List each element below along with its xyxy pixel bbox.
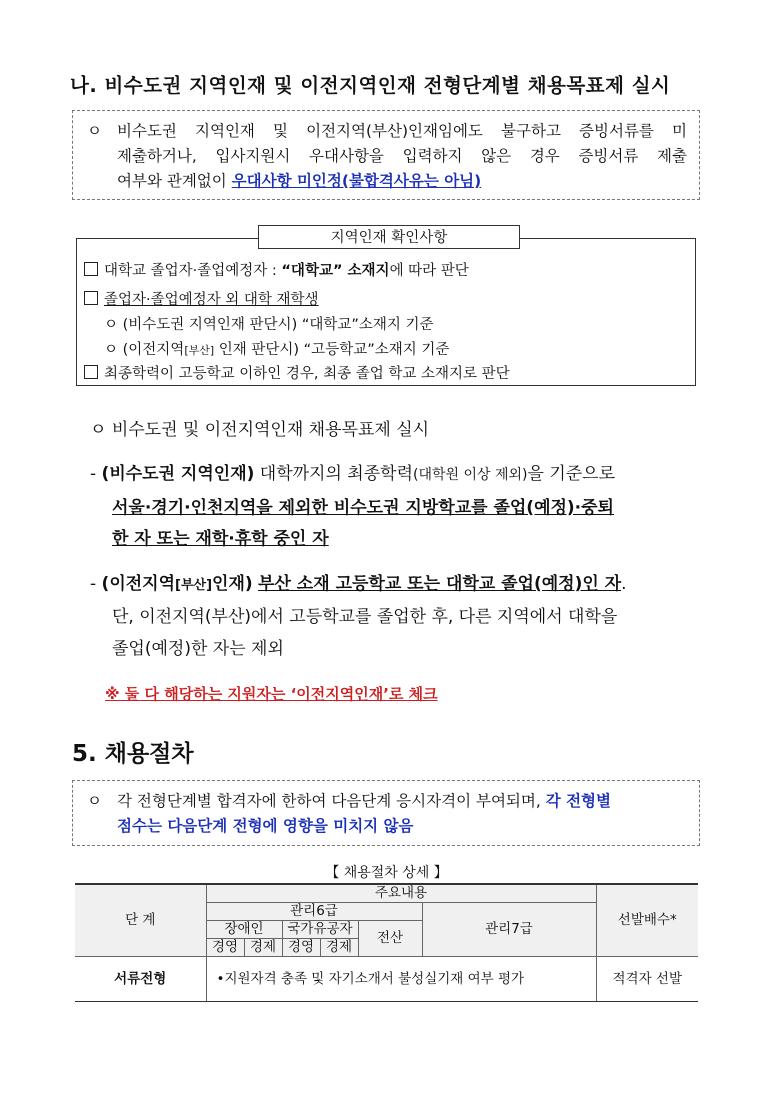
preference-not-recognized: 우대사항 미인정(불합격사유는 아님) — [231, 172, 482, 190]
header-veteran: 국가유공자 — [282, 921, 358, 939]
bullet: ㅇ — [87, 122, 102, 140]
check-sub-2 — [104, 338, 449, 359]
para1-line2 — [112, 492, 614, 524]
para1-line3 — [112, 523, 329, 555]
procedure-notice-line-2: 점수는 다음단계 전형에 영향을 미치지 않음 — [117, 817, 414, 835]
procedure-notice-text: 각 전형단계별 합격자에 한하여 다음단계 응시자격이 부여되며, — [117, 792, 546, 810]
para2-label-c: 인재) — [212, 574, 253, 594]
header-economics: 경제 — [244, 939, 282, 957]
header-it: 전산 — [358, 921, 422, 957]
para2-label-a: (이전지역 — [101, 574, 176, 594]
checkbox-square-icon — [84, 262, 98, 276]
header-main-content: 주요내용 — [206, 884, 596, 903]
row-document-content: •지원자격 충족 및 자기소개서 불성실기재 여부 평가 — [206, 957, 596, 1002]
check-item-1-tail: 에 따라 판단 — [389, 263, 469, 279]
para1-label: (비수도권 지역인재) — [101, 464, 255, 484]
para2-period: . — [621, 574, 627, 594]
header-stage: 단 계 — [75, 884, 206, 957]
header-economics: 경제 — [320, 939, 358, 957]
notice-line-3 — [117, 169, 687, 194]
bullet: ㅇ — [87, 792, 102, 810]
check-item-3 — [84, 362, 510, 383]
procedure-notice-line-1 — [117, 789, 687, 814]
row-document-ratio: 적격자 선발 — [596, 957, 698, 1002]
para1-text2: 을 기준으로 — [527, 464, 616, 484]
para2-line3: 졸업(예정)한 자는 제외 — [112, 639, 284, 659]
para2-text1: 부산 소재 고등학교 또는 대학교 졸업(예정)인 자 — [258, 574, 622, 594]
header-management: 경영 — [282, 939, 320, 957]
check-sub-2-b: [부산] — [184, 344, 215, 357]
table-caption: 【 채용절차 상세 】 — [325, 865, 448, 881]
para1-line3-text: 한 자 또는 재학·휴학 중인 자 — [112, 529, 329, 549]
para1-line1 — [90, 458, 615, 491]
para1-text1: 대학까지의 최종학력 — [254, 464, 413, 484]
header-grade7: 관리7급 — [422, 903, 596, 957]
header-grade6: 관리6급 — [206, 903, 422, 921]
notice-line-1: 비수도권 지역인재 및 이전지역(부산)인재임에도 불구하고 증빙서류를 미 — [117, 122, 687, 140]
para2-line2: 단, 이전지역(부산)에서 고등학교를 졸업한 후, 다른 지역에서 대학을 — [112, 607, 618, 627]
check-item-1-bold: “대학교” 소재지 — [281, 263, 390, 279]
header-management: 경영 — [206, 939, 244, 957]
check-sub-2-c: 인재 판단시) “고등학교”소재지 기준 — [214, 342, 450, 358]
para1-small: (대학원 이상 제외) — [413, 467, 528, 483]
section-heading-5: 5. 채용절차 — [72, 741, 194, 767]
dash: - — [90, 464, 97, 484]
check-item-1 — [84, 259, 469, 280]
note-both-applicable — [105, 683, 438, 704]
notice-box-procedure — [72, 780, 700, 846]
check-box-title: 지역인재 확인사항 — [258, 225, 520, 249]
para1-line2-text: 서울·경기·인천지역을 제외한 비수도권 지방학교를 졸업(예정)·중퇴 — [112, 498, 614, 518]
para2-line1 — [90, 568, 627, 602]
checkbox-square-icon — [84, 291, 98, 305]
para2-label — [102, 574, 253, 594]
dash: - — [90, 574, 97, 594]
notice-line-2: 제출하거나, 입사지원시 우대사항을 입력하지 않은 경우 증빙서류 제출 — [117, 147, 687, 165]
para2-label-b: [부산] — [175, 578, 213, 593]
section-heading-na: 나. 비수도권 지역인재 및 이전지역인재 전형단계별 채용목표제 실시 — [70, 74, 671, 97]
notice-line-3-text: 여부와 관계없이 — [117, 172, 232, 190]
notice-box-preference — [72, 110, 700, 200]
check-item-3-text: 최종학력이 고등학교 이하인 경우, 최종 졸업 학교 소재지로 판단 — [104, 366, 510, 382]
check-item-2-text: 졸업자·졸업예정자 외 대학 재학생 — [104, 292, 319, 308]
section-bullet-target-system: ㅇ 비수도권 및 이전지역인재 채용목표제 실시 — [90, 420, 430, 440]
check-sub-2-a: ㅇ (이전지역 — [104, 342, 185, 358]
checkbox-square-icon — [84, 365, 98, 379]
check-item-1-text: 대학교 졸업자·졸업예정자 : — [104, 263, 282, 279]
check-sub-1: ㅇ (비수도권 지역인재 판단시) “대학교”소재지 기준 — [104, 317, 434, 333]
header-disabled: 장애인 — [206, 921, 282, 939]
header-ratio: 선발배수* — [596, 884, 698, 957]
row-document-stage: 서류전형 — [75, 957, 206, 1002]
procedure-notice-blue-1: 각 전형별 — [545, 792, 612, 810]
note-red-text: ※ 둘 다 해당하는 지원자는 ‘이전지역인재’로 체크 — [105, 685, 438, 703]
check-item-2 — [84, 288, 319, 309]
procedure-table — [75, 883, 698, 1002]
